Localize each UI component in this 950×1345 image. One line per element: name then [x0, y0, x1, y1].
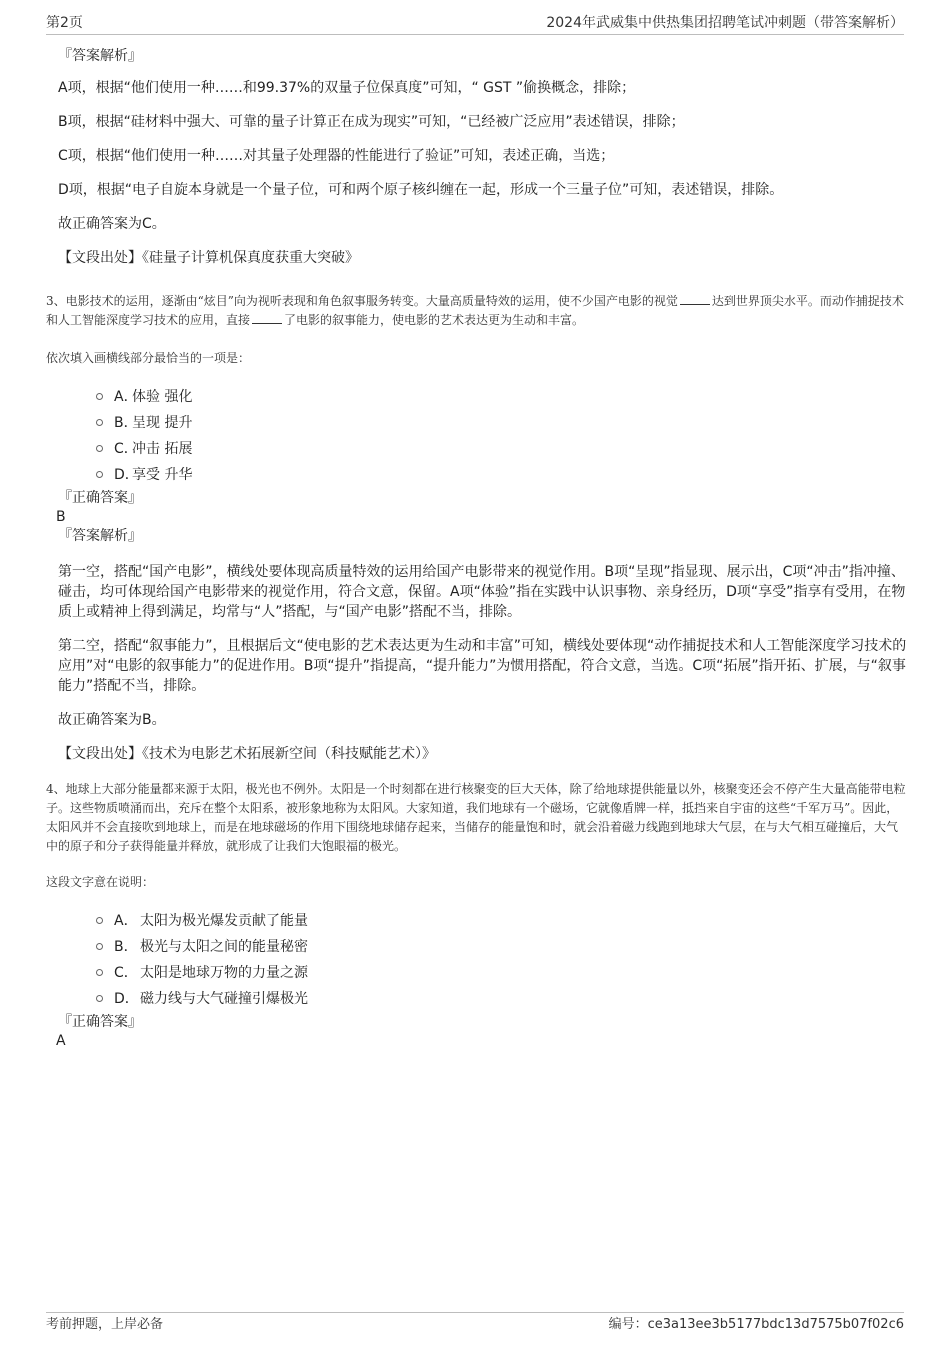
correct-answer-label-4: 『正确答案』	[58, 1014, 142, 1030]
radio-button[interactable]	[96, 471, 103, 478]
correct-answer-4: A	[56, 1033, 66, 1049]
question-3-blank-1	[680, 293, 710, 305]
source-citation-1: 【文段出处】《硅量子计算机保真度获重大突破》	[58, 250, 359, 266]
radio-button[interactable]	[96, 969, 103, 976]
question-3-option-a[interactable]: A．体验 强化	[46, 384, 908, 410]
analysis-line-c: C项，根据“他们使用一种……对其量子处理器的性能进行了验证”可知，表述正确，当选；	[58, 148, 615, 164]
analysis-paragraph-3-2: 第二空，搭配“叙事能力”，且根据后文“使电影的艺术表达更为生动和丰富”可知，横线处要体现“动作捕捉技术和人工智能深度学习技术的应用”对“电影的叙事能力”的促进作用。B项“提升”指提高，“提升能力”为惯用搭配，符合文意，当选。C项“拓展”指开拓、扩展，与“叙事能力”搭配不当，排除。	[58, 638, 907, 694]
question-3-option-b[interactable]: B．呈现 提升	[46, 410, 908, 436]
correct-answer-label-3: 『正确答案』	[58, 490, 142, 506]
document-serial	[609, 1315, 904, 1335]
question-4-option-b[interactable]: B． 极光与太阳之间的能量秘密	[46, 934, 908, 960]
question-4-prompt: 这段文字意在说明：	[46, 875, 155, 889]
radio-button[interactable]	[96, 393, 103, 400]
question-3-stem	[46, 292, 908, 330]
source-citation-3: 【文段出处】《技术为电影艺术拓展新空间（科技赋能艺术）》	[58, 746, 436, 762]
footer-slogan: 考前押题，上岸必备	[46, 1317, 164, 1332]
serial-label: 编号：	[608, 1317, 648, 1332]
question-3-blank-2	[252, 312, 282, 324]
question-3-stem-part3: 了电影的叙事能力，使电影的艺术表达更为生动和丰富。	[284, 313, 585, 327]
page-number: 第2页	[46, 15, 83, 31]
question-3-prompt: 依次填入画横线部分最恰当的一项是：	[46, 351, 251, 365]
analysis-label-3: 『答案解析』	[58, 528, 142, 544]
radio-button[interactable]	[96, 419, 103, 426]
question-4-options	[46, 908, 908, 1012]
question-3-option-c[interactable]: C．冲击 拓展	[46, 436, 908, 462]
analysis-line-a: A项，根据“他们使用一种……和99.37%的双量子位保真度”可知，“ GST ”偷换概念，排除；	[58, 80, 636, 96]
page-footer	[46, 1312, 904, 1337]
analysis-label-1: 『答案解析』	[58, 48, 142, 64]
question-3-stem-part1: 3、电影技术的运用，逐渐由“炫目”向为视听表现和角色叙事服务转变。大量高质量特效的运用，使不少国产电影的视觉	[46, 294, 678, 308]
analysis-paragraph-3-1: 第一空，搭配“国产电影”，横线处要体现高质量特效的运用给国产电影带来的视觉作用。B项“呈现”指显现、展示出，C项“冲击”指冲撞、碰击，均可体现给国产电影带来的视觉作用，符合文意，保留。A项“体验”指在实践中认识事物、亲身经历，D项“享受”指享有受用，在物质上或精神上得到满足，均常与“人”搭配，与“国产电影”搭配不当，排除。	[58, 564, 906, 620]
question-4-option-c[interactable]: C． 太阳是地球万物的力量之源	[46, 960, 908, 986]
question-3-options	[46, 384, 908, 488]
question-4-option-d[interactable]: D．磁力线与大气碰撞引爆极光	[46, 986, 908, 1012]
radio-button[interactable]	[96, 917, 103, 924]
analysis-line-b: B项，根据“硅材料中强大、可靠的量子计算正在成为现实”可知，“已经被广泛应用”表述错误，排除；	[58, 114, 685, 130]
serial-value: ce3a13ee3b5177bdc13d7575b07f02c6	[647, 1317, 904, 1332]
radio-button[interactable]	[96, 995, 103, 1002]
analysis-conclusion-3: 故正确答案为B。	[58, 712, 166, 728]
main-content	[46, 34, 908, 1050]
question-4-stem: 4、地球上大部分能量都来源于太阳，极光也不例外。太阳是一个时刻都在进行核聚变的巨大天体，除了给地球提供能量以外，核聚变还会不停产生大量高能带电粒子。这些物质喷涌而出，充斥在整个太阳系，被形象地称为太阳风。大家知道，我们地球有一个磁场，它就像盾牌一样，抵挡来自宇宙的这些“千军万马”。因此，太阳风并不会直接吹到地球上，而是在地球磁场的作用下围绕地球储存起来，当储存的能量饱和时，就会沿着磁力线跑到地球大气层，在与大气相互碰撞后，大气中的原子和分子获得能量并释放，就形成了让我们大饱眼福的极光。	[46, 782, 906, 853]
page-header	[46, 14, 904, 35]
radio-button[interactable]	[96, 445, 103, 452]
document-title: 2024年武威集中供热集团招聘笔试冲刺题（带答案解析）	[546, 15, 904, 31]
correct-answer-3: B	[56, 509, 66, 525]
radio-button[interactable]	[96, 943, 103, 950]
question-3-option-d[interactable]: D．享受 升华	[46, 462, 908, 488]
question-3-stem-part2: 达到世界顶尖水平。而动作捕捉技术和人工智能深度学习技术的应用，直接	[46, 294, 904, 327]
analysis-conclusion-1: 故正确答案为C。	[58, 216, 166, 232]
question-4-option-a[interactable]: A． 太阳为极光爆发贡献了能量	[46, 908, 908, 934]
analysis-line-d: D项，根据“电子自旋本身就是一个量子位，可和两个原子核纠缠在一起，形成一个三量子位”可知，表述错误，排除。	[58, 182, 784, 198]
